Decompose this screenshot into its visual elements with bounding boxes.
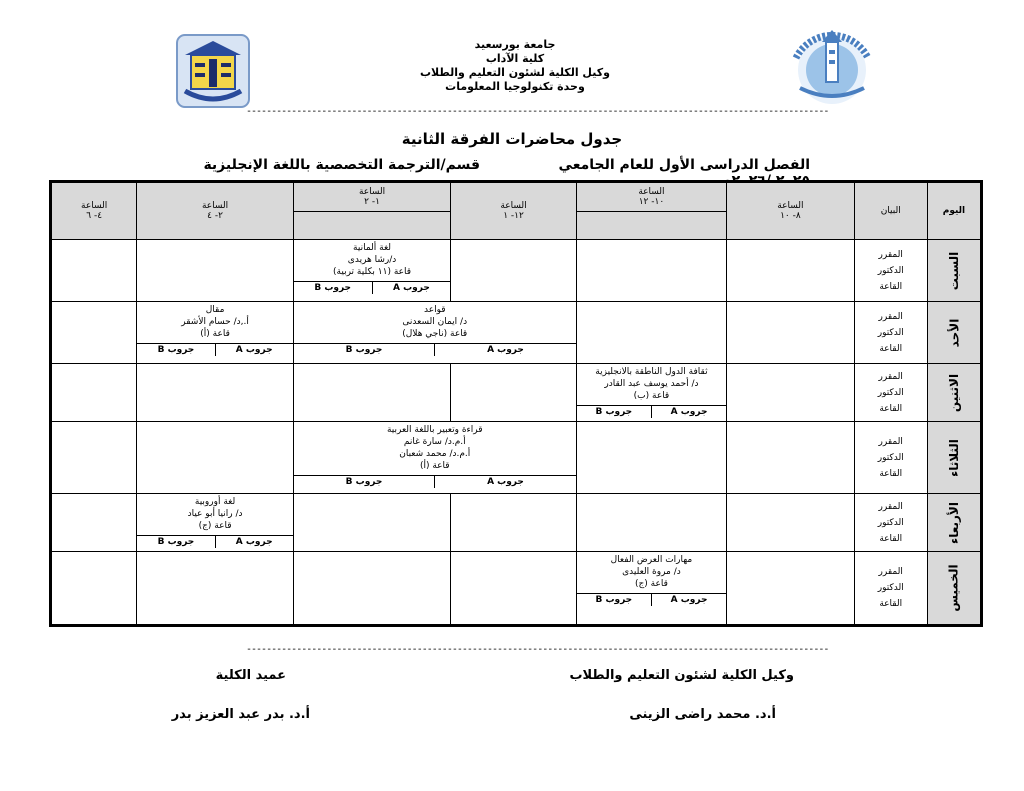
cell-empty <box>727 364 854 422</box>
lecture-european: لغة أوروبية د/ رانيا أبو عياد قاعة (ج) جروب A جروب B <box>137 494 294 552</box>
bayan-cell: المقرر الدكتور القاعة <box>854 494 927 552</box>
row-thursday <box>51 552 982 626</box>
header-bayan: البيان <box>854 182 927 240</box>
cell-empty <box>51 422 137 494</box>
cell-empty <box>51 240 137 302</box>
bayan-cell: المقرر الدكتور القاعة <box>854 364 927 422</box>
divider-bottom: -------------------------------------------------------------------------------------------------------------------- <box>246 644 829 655</box>
cell-empty <box>576 494 726 552</box>
lecture-culture: ثقافة الدول الناطقة بالانجليزية د/ أحمد يوسف عبد القادر قاعة (ب) جروب A جروب B <box>576 364 726 422</box>
cell-empty <box>137 240 294 302</box>
cell-empty <box>293 494 451 552</box>
department-label: قسم/الترجمة التخصصية باللغة الإنجليزية <box>203 157 480 173</box>
cell-empty <box>293 364 451 422</box>
lecture-essay: مقال أ.,د/ حسام الأشقر قاعة (أ) جروب A جروب B <box>137 302 294 364</box>
bayan-cell: المقرر الدكتور القاعة <box>854 240 927 302</box>
cell-empty <box>137 552 294 626</box>
cell-empty <box>451 494 576 552</box>
day-monday: الاثنين <box>927 364 981 422</box>
row-tuesday <box>51 422 982 494</box>
row-sunday <box>51 302 982 364</box>
day-wednesday: الأربعاء <box>927 494 981 552</box>
cell-empty <box>576 240 726 302</box>
header-slot-3: الساعة ١٢- ١ <box>451 182 576 240</box>
cell-empty <box>51 302 137 364</box>
cell-empty <box>451 552 576 626</box>
header-slot-1: الساعة ٨- ١٠ <box>727 182 854 240</box>
faculty-logo <box>786 18 878 110</box>
university-logo <box>175 33 251 109</box>
cell-empty <box>727 552 854 626</box>
page-title: جدول محاضرات الفرقة الثانية <box>401 130 623 148</box>
vice-dean-signature-title: وكيل الكلية لشئون التعليم والطلاب <box>569 668 794 683</box>
cell-empty <box>727 240 854 302</box>
cell-empty <box>137 422 294 494</box>
divider-top: -------------------------------------------------------------------------------------------------------------------- <box>246 106 829 117</box>
university-name: جامعة بورسعيد <box>474 38 556 51</box>
lecture-grammar: قواعد د/ ايمان السعدنى قاعة (ناجي هلال) جروب A جروب B <box>293 302 576 364</box>
header-slot-5: الساعة ٢- ٤ <box>137 182 294 240</box>
lecture-arabic: قراءة وتعبير باللغة العربية أ.م.د/ سارة غانم أ.م.د/ محمد شعبان قاعة (أ) جروب A جروب B <box>293 422 576 494</box>
cell-empty <box>576 422 726 494</box>
vice-dean-title: وكيل الكلية لشئون التعليم والطلاب <box>420 66 610 79</box>
lecture-german: لغة ألمانية د/رشا هريدى قاعة (١١ بكلية تربية) جروب A جروب B <box>293 240 451 302</box>
day-thursday: الخميس <box>927 552 981 626</box>
cell-empty <box>51 364 137 422</box>
bayan-cell: المقرر الدكتور القاعة <box>854 302 927 364</box>
row-saturday <box>51 240 982 302</box>
dean-signature-title: عميد الكلية <box>215 668 286 683</box>
cell-empty <box>51 552 137 626</box>
header-row <box>51 182 982 212</box>
bayan-cell: المقرر الدكتور القاعة <box>854 422 927 494</box>
header-slot-6: الساعة ٤- ٦ <box>51 182 137 240</box>
day-sunday: الأحد <box>927 302 981 364</box>
semester-label: الفصل الدراسى الأول للعام الجامعي <box>558 157 810 173</box>
cell-empty <box>576 302 726 364</box>
header-day: اليوم <box>927 182 981 240</box>
row-monday <box>51 364 982 422</box>
cell-empty <box>451 240 576 302</box>
unit-name: وحدة تكنولوجيا المعلومات <box>445 80 585 93</box>
day-saturday: السبت <box>927 240 981 302</box>
vice-dean-signature-name: أ.د. محمد راضى الزينى <box>629 707 776 722</box>
cell-empty <box>51 494 137 552</box>
header-slot-4: الساعة ١- ٢ <box>293 182 451 212</box>
lecture-presentation: مهارات العرض الفعال د/ مروة العليدى قاعة (ج) جروب A جروب B <box>576 552 726 626</box>
schedule-table <box>49 180 983 627</box>
cell-empty <box>451 364 576 422</box>
header-slot-2: الساعة ١٠- ١٢ <box>576 182 726 212</box>
cell-empty <box>727 302 854 364</box>
cell-empty <box>293 552 451 626</box>
bayan-cell: المقرر الدكتور القاعة <box>854 552 927 626</box>
dean-signature-name: أ.د. بدر عبد العزيز بدر <box>171 707 310 722</box>
row-wednesday <box>51 494 982 552</box>
cell-empty <box>727 494 854 552</box>
faculty-name: كلية الآداب <box>485 52 545 65</box>
day-tuesday: الثلاثاء <box>927 422 981 494</box>
cell-empty <box>727 422 854 494</box>
cell-empty <box>137 364 294 422</box>
header-block <box>400 38 630 94</box>
